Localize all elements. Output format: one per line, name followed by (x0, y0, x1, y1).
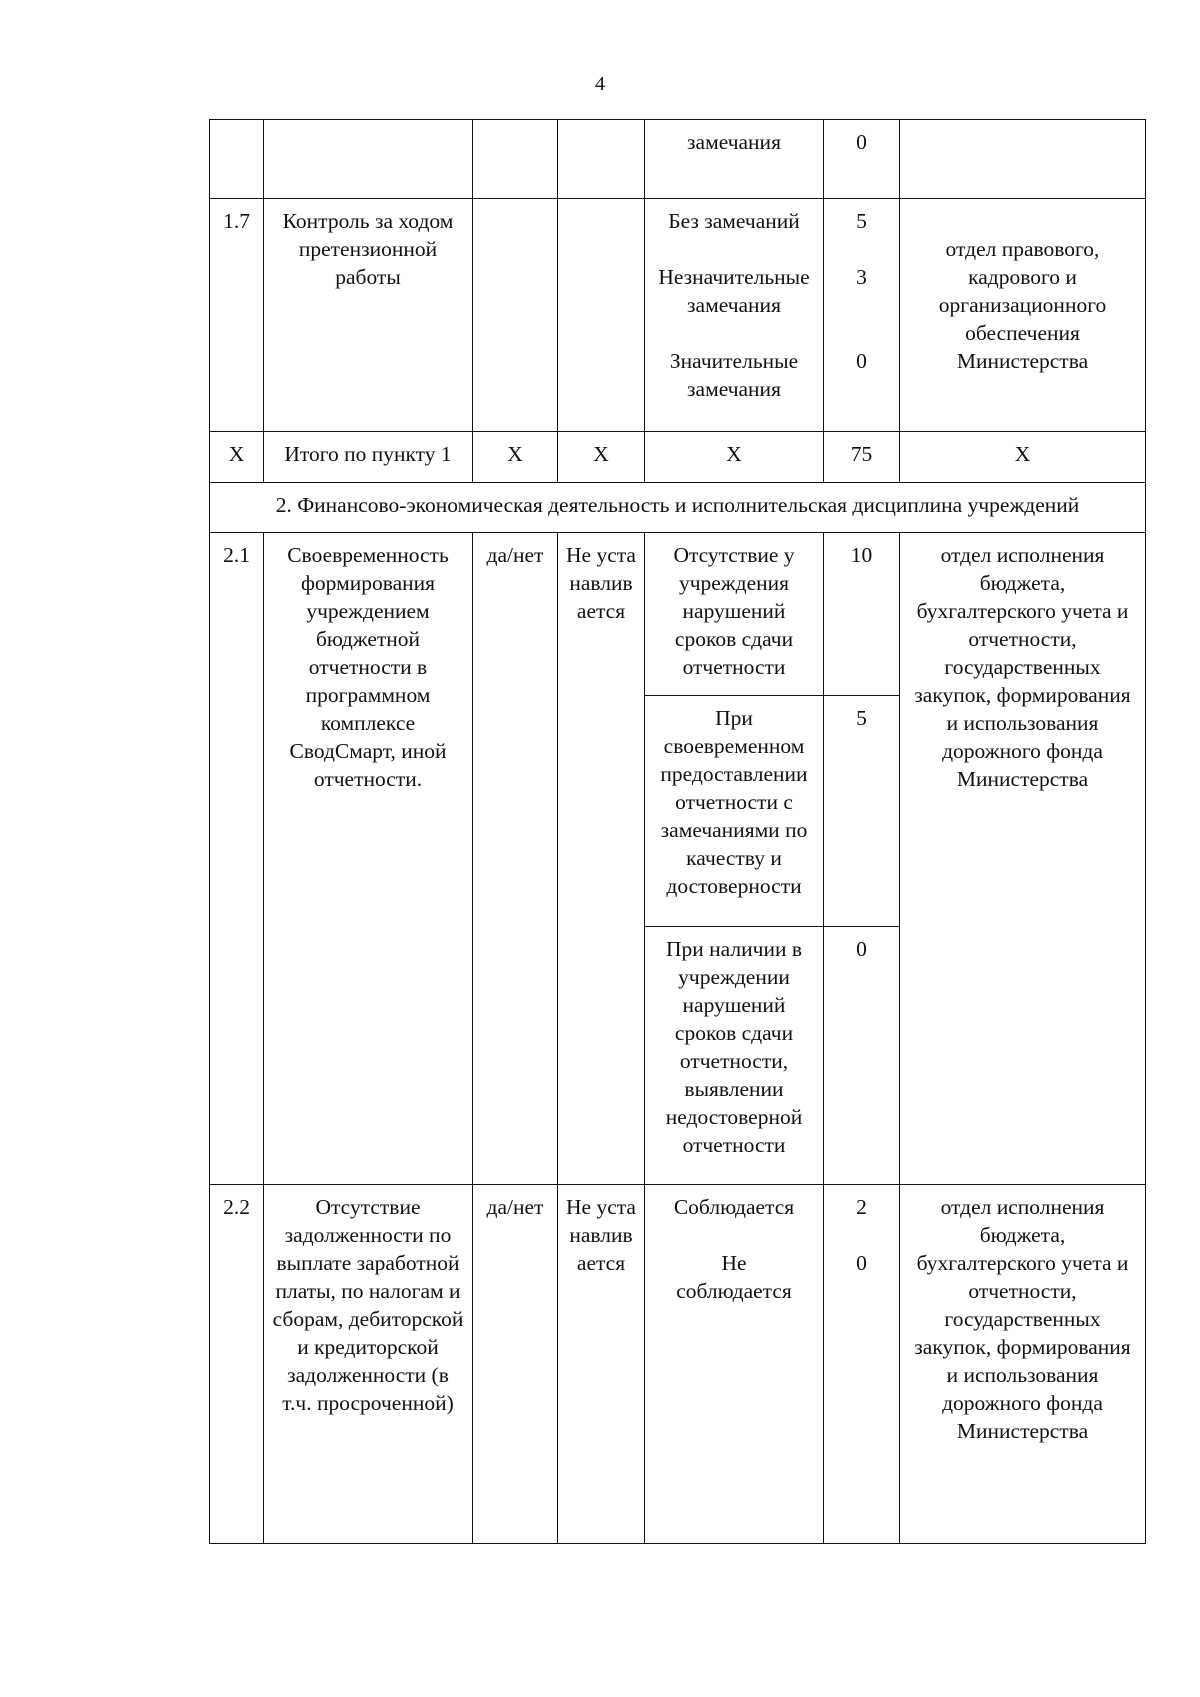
cell-responsible: отдел правового, кадрового и организационного обеспечения Министерства (900, 199, 1146, 432)
cell-target: Не устанавливается (558, 1185, 645, 1544)
cell-target: Не устанавливается (558, 533, 645, 1185)
cell-criteria (645, 1185, 824, 1544)
cell-points: 10 (824, 533, 900, 696)
cell-target (558, 120, 645, 199)
cell-responsible: отдел исполнения бюджета, бухгалтерского учета и отчетности, государственных закупок, формирования и использования дорожного фонда Министерства (900, 533, 1146, 1185)
table-row-2-2 (210, 1185, 1146, 1544)
points-value: 5 (856, 209, 867, 233)
criteria-item: Без замечаний (668, 209, 800, 233)
cell-unit: да/нет (473, 533, 558, 1185)
cell-unit (473, 199, 558, 432)
table-row-continuation (210, 120, 1146, 199)
cell-unit (473, 120, 558, 199)
cell-criteria: При наличии в учреждении нарушений сроков сдачи отчетности, выявлении недостоверной отчетности (645, 927, 824, 1185)
section-heading: 2. Финансово-экономическая деятельность и исполнительская дисциплина учреждений (210, 483, 1146, 533)
cell-num: Х (210, 432, 264, 483)
cell-name: Контроль за ходом претензионной работы (264, 199, 473, 432)
cell-num (210, 120, 264, 199)
cell-points: 5 (824, 696, 900, 927)
cell-responsible: отдел исполнения бюджета, бухгалтерского учета и отчетности, государственных закупок, формирования и использования дорожного фонда Министерства (900, 1185, 1146, 1544)
points-value: 0 (856, 1251, 867, 1275)
cell-criteria (645, 199, 824, 432)
points-value: 0 (856, 349, 867, 373)
cell-num: 2.1 (210, 533, 264, 1185)
points-value: 3 (856, 265, 867, 289)
cell-unit: да/нет (473, 1185, 558, 1544)
cell-name (264, 120, 473, 199)
cell-points: 0 (824, 927, 900, 1185)
cell-points (824, 1185, 900, 1544)
cell-num: 2.2 (210, 1185, 264, 1544)
table-row-2-1 (210, 533, 1146, 696)
criteria-item: Незначительные замечания (658, 265, 810, 317)
evaluation-table (209, 119, 1146, 1544)
cell-name: Итого по пункту 1 (264, 432, 473, 483)
cell-target (558, 199, 645, 432)
cell-criteria: Х (645, 432, 824, 483)
page-number: 4 (595, 73, 605, 95)
points-value: 2 (856, 1195, 867, 1219)
cell-points: 75 (824, 432, 900, 483)
cell-target: Х (558, 432, 645, 483)
cell-num: 1.7 (210, 199, 264, 432)
criteria-item: Не соблюдается (676, 1251, 792, 1303)
criteria-item: Значительные замечания (669, 349, 799, 401)
table-row-1-7 (210, 199, 1146, 432)
cell-name: Отсутствие задолженности по выплате заработной платы, по налогам и сборам, дебиторской и кредиторской задолженности (в т.ч. просроченной) (264, 1185, 473, 1544)
cell-name: Своевременность формирования учреждением бюджетной отчетности в программном комплексе СводСмарт, иной отчетности. (264, 533, 473, 1185)
cell-unit: Х (473, 432, 558, 483)
cell-criteria: При своевременном предоставлении отчетности с замечаниями по качеству и достоверности (645, 696, 824, 927)
cell-criteria: Отсутствие у учреждения нарушений сроков сдачи отчетности (645, 533, 824, 696)
criteria-item: Соблюдается (673, 1195, 795, 1219)
cell-points: 0 (824, 120, 900, 199)
table-row-total-1 (210, 432, 1146, 483)
cell-responsible: Х (900, 432, 1146, 483)
cell-responsible (900, 120, 1146, 199)
table-row-section-2 (210, 483, 1146, 533)
cell-points (824, 199, 900, 432)
cell-criteria: замечания (645, 120, 824, 199)
